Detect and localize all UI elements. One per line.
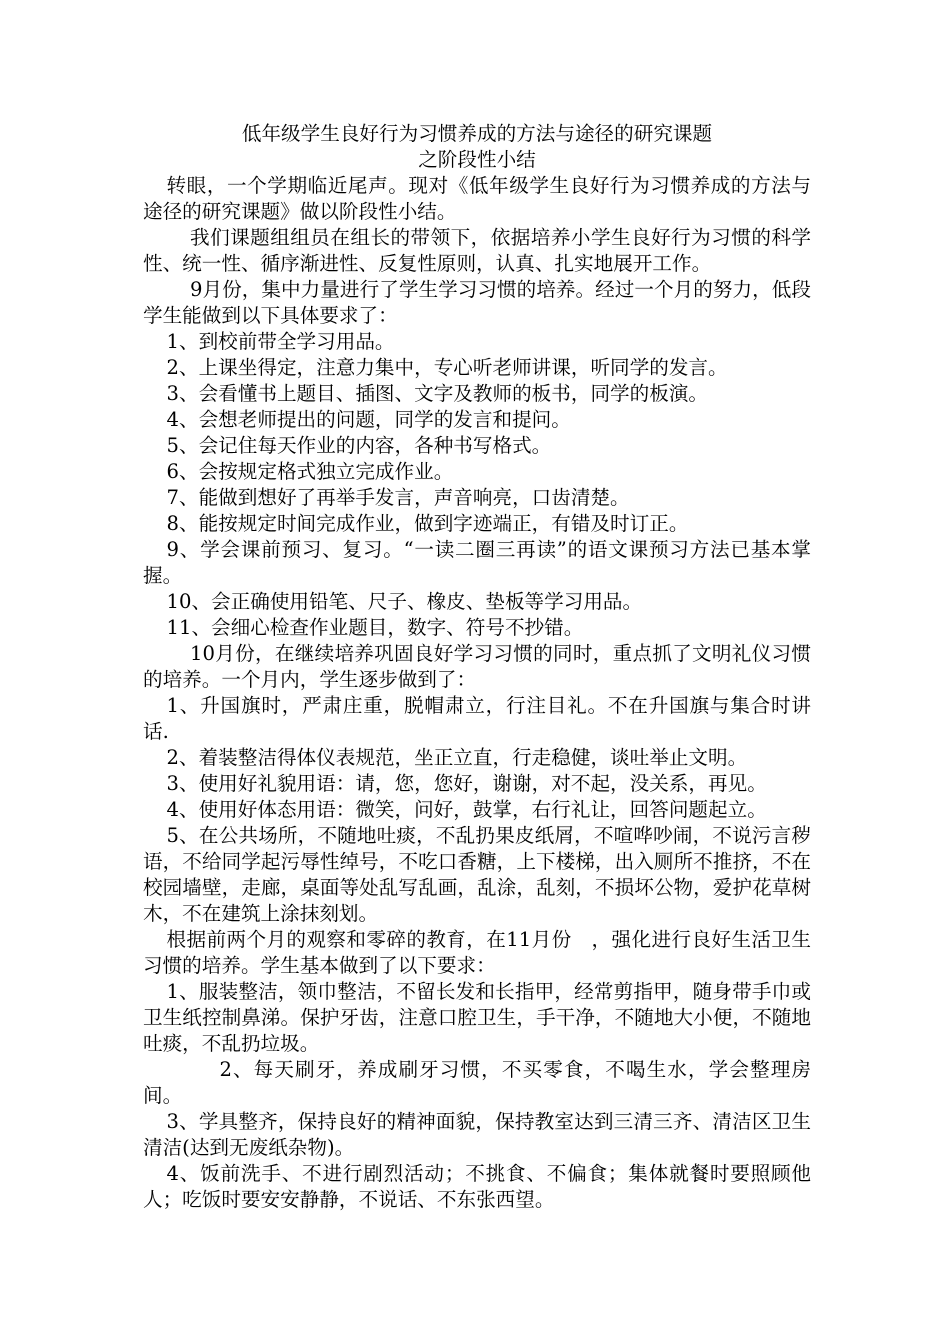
list-item: 5、在公共场所，不随地吐痰，不乱扔果皮纸屑，不喧哗吵闹，不说污言秽语，不给同学起污辱性绰号，不吃口香糖，上下楼梯，出入厕所不推挤，不在校园墙壁，走廊，桌面等处乱写乱画，乱涂，乱刻，不损坏公物，爱护花草树木，不在建筑上涂抹刻划。: [143, 824, 811, 925]
paragraph-november: 根据前两个月的观察和零碎的教育，在11月份 ，强化进行良好生活卫生习惯的培养。学生基本做到了以下要求：: [143, 928, 811, 977]
list-item: 1、服装整洁，领巾整洁，不留长发和长指甲，经常剪指甲，随身带手巾或卫生纸控制鼻涕。保护牙齿，注意口腔卫生，手干净，不随地大小便，不随地吐痰，不乱扔垃圾。: [143, 980, 811, 1055]
list-item: 6、会按规定格式独立完成作业。: [166, 460, 454, 483]
list-item: 10、会正确使用铅笔、尺子、橡皮、垫板等学习用品。: [166, 590, 643, 613]
list-item: 5、会记住每天作业的内容，各种书写格式。: [166, 434, 552, 457]
list-item: 4、使用好体态用语：微笑，问好，鼓掌，右行礼让，回答问题起立。: [166, 798, 767, 821]
document-title-line1: 低年级学生良好行为习惯养成的方法与途径的研究课题: [241, 122, 713, 145]
paragraph-october: 10月份，在继续培养巩固良好学习习惯的同时，重点抓了文明礼仪习惯的培养。一个月内，学生逐步做到了：: [143, 642, 811, 691]
list-item: 9、学会课前预习、复习。“一读二圈三再读”的语文课预习方法已基本掌握。: [143, 538, 811, 587]
list-item: 2、着装整洁得体仪表规范，坐正立直，行走稳健，谈吐举止文明。: [166, 746, 748, 769]
paragraph-intro: 转眼，一个学期临近尾声。现对《低年级学生良好行为习惯养成的方法与途径的研究课题》做以阶段性小结。: [143, 174, 811, 223]
list-item: 3、使用好礼貌用语：请，您，您好，谢谢，对不起，没关系，再见。: [166, 772, 767, 795]
list-item: 4、会想老师提出的问题，同学的发言和提问。: [166, 408, 571, 431]
list-item: 3、会看懂书上题目、插图、文字及教师的板书，同学的板演。: [166, 382, 709, 405]
list-item: 2、上课坐得定，注意力集中，专心听老师讲课，听同学的发言。: [166, 356, 728, 379]
paragraph-september: 9月份，集中力量进行了学生学习习惯的培养。经过一个月的努力，低段学生能做到以下具体要求了：: [143, 278, 811, 327]
paragraph-team: 我们课题组组员在组长的带领下，依据培养小学生良好行为习惯的科学性、统一性、循序渐进性、反复性原则，认真、扎实地展开工作。: [143, 226, 811, 275]
list-item: 2、每天刷牙，养成刷牙习惯，不买零食，不喝生水，学会整理房间。: [143, 1058, 811, 1107]
list-item: 1、升国旗时，严肃庄重，脱帽肃立，行注目礼。不在升国旗与集合时讲话.: [143, 694, 811, 743]
list-item: 11、会细心检查作业题目，数字、符号不抄错。: [166, 616, 584, 639]
list-item: 4、饭前洗手、不进行剧烈活动；不挑食、不偏食；集体就餐时要照顾他人；吃饭时要安安静静，不说话、不东张西望。: [143, 1162, 811, 1211]
list-item: 8、能按规定时间完成作业，做到字迹端正，有错及时订正。: [166, 512, 689, 535]
document-title-line2: 之阶段性小结: [418, 148, 536, 171]
document-body: [143, 121, 811, 1213]
list-item: 3、学具整齐，保持良好的精神面貌，保持教室达到三清三齐、清洁区卫生清洁(达到无废纸杂物)。: [143, 1110, 811, 1159]
list-item: 1、到校前带全学习用品。: [166, 330, 395, 353]
list-item: 7、能做到想好了再举手发言，声音响亮，口齿清楚。: [166, 486, 630, 509]
